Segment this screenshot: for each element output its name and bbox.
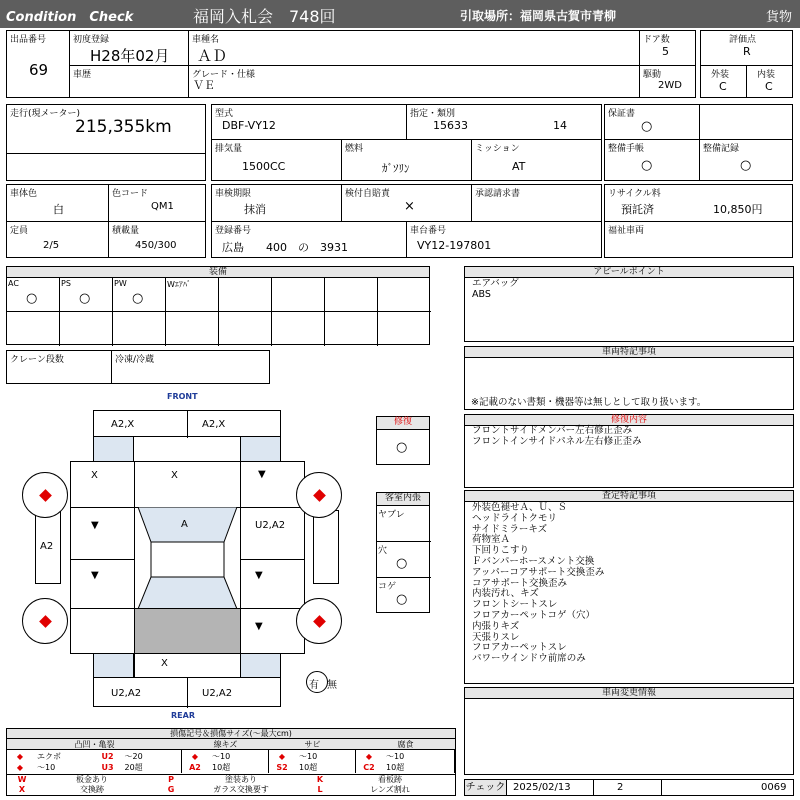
front-bumper-left-code: A2,X [111, 419, 135, 430]
approval-label: 承認請求書 [475, 189, 521, 199]
header-bar [0, 0, 800, 28]
changes-title: 車両変更情報 [464, 687, 794, 699]
notes-box [464, 357, 794, 410]
spare-tire [296, 664, 342, 702]
brand-title: Condition Check [6, 10, 134, 25]
spec-b-value: 14 [553, 119, 567, 132]
inspection-label: 車検期限 [215, 189, 252, 199]
crane-cell [6, 350, 112, 384]
legend-title: 損傷記号＆損傷サイズ(〜最大cm) [7, 729, 455, 739]
legend-group [7, 739, 182, 773]
type-value: DBF-VY12 [222, 119, 276, 132]
warranty-cell [604, 104, 700, 140]
insurance-cell [341, 184, 472, 222]
cargo-area [134, 608, 241, 654]
damage-legend [6, 728, 456, 796]
footer-id: 0069 [761, 782, 787, 793]
type-label: 型式 [215, 109, 234, 119]
legend-entry: S2 10超 [276, 763, 318, 772]
tire-front-left [22, 472, 68, 518]
inspection-notes-text: 外装色褪せＡ、Ｕ、Ｓ ヘッドライトクモリ サイドミラーキズ 荷物室Ａ 下回りこすり Ｆバンパーホースメント交換 アッパーコアサポート交換歪み コアサポート交換歪み 内装汚れ、キズ フロントシートスレ フロアカーペットコゲ（穴） 内張りキズ 天張りスレ フロアカーペットスレ パワーウインドウ前席のみ [472, 502, 605, 665]
quarter-left [70, 608, 135, 654]
side-mirror-left [35, 510, 61, 584]
footer-check [464, 779, 794, 796]
equip-pw-label: PW [114, 279, 127, 288]
tailgate-code: X [161, 658, 168, 669]
spare-no: 無 [327, 680, 337, 691]
record-value: ○ [740, 158, 752, 173]
manual-cell [604, 139, 700, 181]
score-value: R [743, 45, 751, 58]
rear-bumper [93, 677, 281, 707]
headlight-left [93, 436, 134, 462]
model-name-value: ＡＤ [197, 47, 228, 65]
cabin-hole-label: 穴 [378, 546, 388, 556]
recycle-cell [604, 184, 793, 222]
cabin-cell [376, 505, 430, 613]
load-cell [108, 221, 206, 258]
legend-group [356, 739, 455, 773]
footer-check-label: チェック [465, 782, 506, 793]
recycle-status-value: 預託済 [621, 203, 654, 216]
mileage-value: 215,355km [75, 117, 172, 137]
front-bumper-right-code: A2,X [202, 419, 226, 430]
approval-cell [471, 184, 602, 222]
fender-left [70, 461, 135, 508]
fender-left-code: X [91, 470, 98, 481]
door-rl-mark: ▼ [91, 570, 99, 581]
mission-label: ミッション [475, 144, 520, 154]
reg-no-value: 広島 400 の 3931 [222, 241, 348, 254]
first-reg-value: H28年02月 [90, 47, 170, 65]
warranty-extra-cell [699, 104, 793, 140]
notes-title: 車両特記事項 [464, 346, 794, 358]
legend-group [269, 739, 356, 773]
legend-codes [7, 774, 455, 795]
rear-window [138, 577, 237, 609]
history-cell [69, 65, 189, 98]
doors-cell [639, 30, 696, 66]
spec-cell [406, 104, 602, 140]
int-cell [746, 65, 793, 98]
manual-value: ○ [641, 158, 653, 173]
capacity-label: 定員 [10, 226, 29, 236]
recycle-label: リサイクル料 [608, 189, 661, 199]
legend-code: W 板金あり [17, 775, 108, 784]
equip-pw-mark: ○ [132, 291, 144, 306]
legend-entry: C2 10超 [363, 763, 405, 772]
door-rr-mark: ▼ [255, 570, 263, 581]
taillight-left [93, 653, 134, 678]
legend-entry: ◆ 〜10 [278, 752, 318, 761]
side-left-code: A2 [40, 541, 54, 552]
record-cell [699, 139, 793, 181]
roof [151, 542, 224, 577]
body-color-value: 白 [53, 203, 64, 216]
inspection-notes-box [464, 501, 794, 684]
footer-date: 2025/02/13 [513, 782, 571, 793]
repair-cell [376, 429, 430, 465]
drive-cell [639, 65, 696, 98]
legend-group-title: サビ [269, 739, 356, 750]
legend-group-title: 凸凹・亀裂 [7, 739, 182, 750]
displacement-label: 排気量 [215, 144, 243, 154]
legend-entry: U3 20超 [101, 763, 143, 772]
warranty-label: 保証書 [608, 109, 636, 119]
legend-entry: ◆ 〜10 [365, 752, 405, 761]
repair-title: 修復 [376, 416, 430, 430]
legend-entry: U2 〜20 [101, 752, 143, 761]
capacity-value: 2/5 [43, 240, 60, 251]
int-value: C [765, 80, 773, 93]
color-code-cell [108, 184, 206, 222]
ext-value: C [719, 80, 727, 93]
repair-detail-title: 修復内容 [464, 414, 794, 426]
legend-group-title: 線キズ [182, 739, 269, 750]
displacement-cell [211, 139, 342, 181]
cargo-label: 貨物 [766, 10, 793, 25]
legend-groups [7, 739, 455, 773]
reg-no-label: 登録番号 [215, 226, 252, 236]
equipment-grid [6, 277, 430, 345]
spare-yes: 有 [309, 680, 319, 691]
legend-group-title: 腐食 [356, 739, 455, 750]
recycle-fee-value: 10,850円 [713, 203, 763, 216]
history-label: 車歴 [73, 70, 92, 80]
grade-value: ＶＥ [193, 79, 215, 92]
hood-code: X [171, 470, 178, 481]
fridge-cell [111, 350, 270, 384]
fender-right [240, 461, 305, 508]
grade-cell [188, 65, 640, 98]
legend-entry: A2 10超 [189, 763, 231, 772]
legend-code: X 交換跡 [18, 785, 104, 794]
footer-num: 2 [617, 782, 624, 793]
fuel-value: ｶﾞｿﾘﾝ [382, 162, 410, 175]
mission-value: AT [512, 160, 526, 173]
repair-mark: ○ [396, 440, 408, 455]
rear-bumper-left-code: U2,A2 [111, 688, 142, 699]
capacity-cell [6, 221, 109, 258]
color-code-value: QM1 [151, 201, 174, 212]
tire-front-right [296, 472, 342, 518]
inspection-value: 抹消 [244, 203, 266, 216]
drive-label: 駆動 [643, 70, 662, 80]
tire-rear-right [296, 598, 342, 644]
cabin-hole-mark: ○ [396, 556, 408, 571]
door-front-right [240, 507, 305, 560]
auction-title: 福岡入札会 748回 [193, 7, 336, 26]
notes-text: ※記載のない書類・機器等は無しとして取り扱います。 [471, 397, 707, 408]
inspection-cell [211, 184, 342, 222]
insurance-label: 検付自賠責 [345, 189, 391, 199]
first-reg-label: 初度登録 [73, 35, 110, 45]
lot-label: 出品番号 [10, 35, 47, 45]
quarter-right-mark: ▼ [255, 621, 263, 632]
fridge-label: 冷凍/冷蔵 [115, 355, 155, 365]
first-reg-cell [69, 30, 189, 66]
appeal-box [464, 277, 794, 342]
door-front-left [70, 507, 135, 560]
score-cell [700, 30, 793, 66]
record-label: 整備記録 [703, 144, 740, 154]
chassis-label: 車台番号 [410, 226, 447, 236]
door-fr-code: U2,A2 [255, 520, 286, 531]
displacement-value: 1500CC [242, 160, 286, 173]
rear-bumper-right-code: U2,A2 [202, 688, 233, 699]
legend-code: K 看板跡 [316, 775, 402, 784]
fuel-label: 燃料 [345, 144, 364, 154]
fuel-cell [341, 139, 472, 181]
door-fl-mark: ▼ [91, 520, 99, 531]
welfare-label: 福祉車両 [608, 226, 645, 236]
legend-code: L レンズ割れ [317, 785, 410, 794]
reg-no-cell [211, 221, 407, 258]
equip-ps-label: PS [61, 279, 71, 288]
equip-ac-mark: ○ [26, 291, 38, 306]
changes-box [464, 698, 794, 775]
lot-cell [6, 30, 70, 98]
load-label: 積載量 [112, 226, 140, 236]
mileage-label: 走行(現メーター) [10, 109, 81, 119]
repair-detail-box [464, 425, 794, 488]
cabin-title: 客室内張 [376, 492, 430, 506]
model-name-cell [188, 30, 640, 66]
mission-cell [471, 139, 602, 181]
repair-detail-text: フロントサイドメンバー左右修正歪み フロントインサイドパネル左右修正歪み [472, 425, 642, 447]
rear-label: REAR [171, 711, 195, 720]
model-name-label: 車種名 [192, 35, 220, 45]
front-label: FRONT [167, 392, 198, 401]
int-label: 内装 [757, 70, 776, 80]
score-label: 評価点 [729, 35, 757, 45]
inspection-notes-title: 査定特記事項 [464, 490, 794, 502]
color-code-label: 色コード [112, 189, 149, 199]
chassis-cell [406, 221, 602, 258]
grade-label: グレード・仕様 [192, 70, 256, 80]
fender-right-mark: ▼ [258, 469, 266, 480]
spec-a-value: 15633 [433, 119, 468, 132]
legend-code: G ガラス交換要す [167, 785, 269, 794]
door-rear-left [70, 559, 135, 609]
equip-ac-label: AC [8, 279, 19, 288]
ext-label: 外装 [711, 70, 730, 80]
equip-airbag-label: Wｴｱﾊﾞ [167, 280, 191, 289]
doors-label: ドア数 [643, 35, 670, 45]
taillight-right [240, 653, 281, 678]
body-color-label: 車体色 [10, 189, 38, 199]
legend-code: P 塗装あり [168, 775, 257, 784]
pickup-location: 引取場所：福岡県古賀市青柳 [460, 9, 617, 23]
front-bumper [93, 410, 281, 437]
chassis-value: VY12-197801 [417, 239, 492, 252]
cabin-burn-mark: ○ [396, 592, 408, 607]
warranty-value: ○ [641, 119, 653, 134]
spec-label: 指定・類別 [410, 109, 456, 119]
cabin-burn-label: コゲ [378, 582, 397, 592]
hood [134, 461, 241, 508]
mileage-cell [6, 104, 206, 154]
legend-entry: ◆ 〜10 [16, 763, 56, 772]
legend-entry: ◆ 〜10 [191, 752, 231, 761]
welfare-cell [604, 221, 793, 258]
crane-label: クレーン段数 [10, 355, 64, 365]
quarter-right [240, 608, 305, 654]
drive-value: 2WD [658, 80, 682, 91]
manual-label: 整備手帳 [608, 144, 645, 154]
load-value: 450/300 [135, 240, 177, 251]
appeal-text: エアバッグ ABS [472, 278, 519, 300]
mileage-extra-cell [6, 153, 206, 181]
legend-entry: ◆ エクボ [16, 752, 61, 761]
tailgate [134, 653, 241, 678]
equip-ps-mark: ○ [79, 291, 91, 306]
tire-rear-left [22, 598, 68, 644]
appeal-title: アピールポイント [464, 266, 794, 278]
ext-cell [700, 65, 747, 98]
headlight-right [240, 436, 281, 462]
equipment-title: 装備 [6, 266, 430, 278]
doors-value: 5 [662, 45, 669, 58]
lot-value: 69 [29, 61, 49, 79]
body-color-cell [6, 184, 109, 222]
windshield-code: A [181, 519, 188, 530]
side-mirror-right [313, 510, 339, 584]
door-rear-right [240, 559, 305, 609]
legend-group [182, 739, 269, 773]
cabin-tear-label: ヤブレ [378, 510, 405, 520]
type-cell [211, 104, 407, 140]
insurance-value: × [404, 199, 415, 214]
roof-area [134, 507, 241, 609]
